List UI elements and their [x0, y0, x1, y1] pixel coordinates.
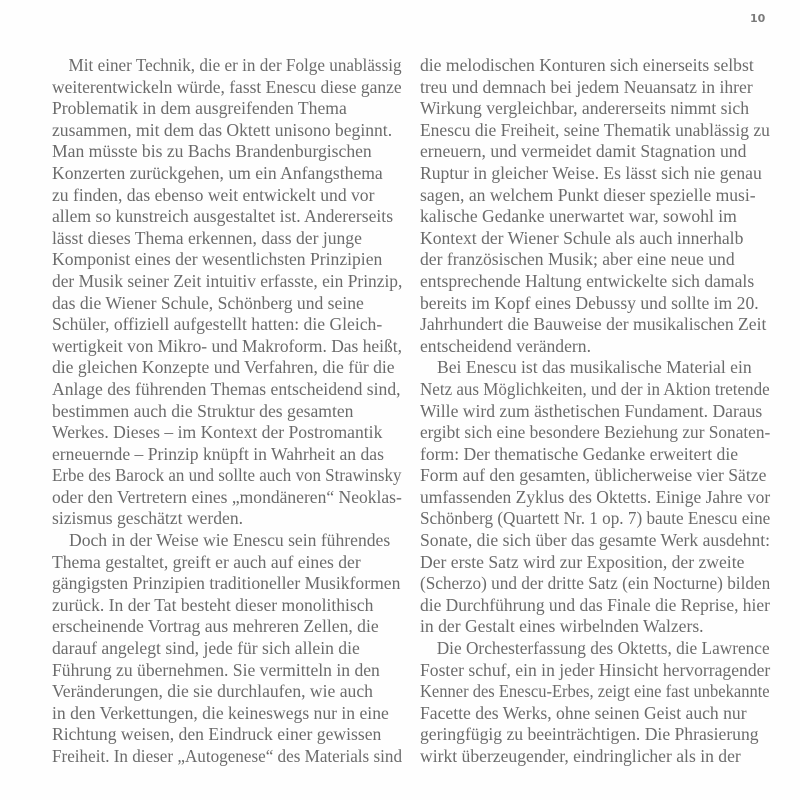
paragraph-first-line: Doch in der Weise wie Enescu sein führendes [69, 530, 391, 551]
text-line: bestimmen auch die Struktur des gesamten [52, 400, 354, 421]
text-line: Kenner des Enescu-Erbes, zeigt eine fast unbekannte [420, 681, 770, 702]
text-line: umfassenden Zyklus des Oktetts. Einige Jahre vor [420, 486, 771, 507]
text-line: Richtung weisen, den Eindruck einer gewissen [52, 724, 382, 745]
text-line: ergibt sich eine besondere Beziehung zur Sonaten- [420, 422, 771, 443]
text-line: zusammen, mit dem das Oktett unisono beginnt. [52, 119, 393, 140]
text-line: erneuern, und vermeidet damit Stagnation und [420, 141, 747, 162]
text-line: darauf angelegt sind, jede für sich allein die [52, 638, 360, 659]
text-line: Werkes. Dieses – im Kontext der Postromantik [52, 422, 383, 443]
text-line: Facette des Werks, ohne seinen Geist auch nur [420, 702, 747, 723]
text-line: das die Wiener Schule, Schönberg und seine [52, 292, 364, 313]
text-line: die melodischen Konturen sich einerseits selbst [420, 55, 754, 75]
text-line: gängigsten Prinzipien traditioneller Musikformen [52, 573, 401, 594]
right-column [420, 55, 770, 768]
text-line: weiterentwickeln würde, fasst Enescu diese ganze [52, 76, 402, 97]
text-line: die gleichen Konzepte und Verfahren, die für die [52, 357, 395, 378]
text-line: lässt dieses Thema erkennen, dass der junge [52, 227, 362, 248]
text-line: Veränderungen, die sie durchlaufen, wie auch [52, 681, 373, 702]
text-line: Problematik in dem ausgreifenden Thema [52, 98, 347, 119]
text-line: Anlage des führenden Themas entscheidend sind, [52, 378, 401, 399]
paragraph-first-line: Bei Enescu ist das musikalische Material ein [437, 357, 752, 378]
text-line: sagen, an welchem Punkt dieser spezielle musi- [420, 184, 756, 205]
text-line: bereits im Kopf eines Debussy und sollte im 20. [420, 292, 759, 313]
text-line: die Durchführung und das Finale die Reprise, hier [420, 594, 770, 615]
text-line: Sonate, die sich über das gesamte Werk ausdehnt: [420, 530, 771, 551]
text-line: kalische Gedanke unerwartet war, sowohl im [420, 206, 737, 227]
text-line: Freiheit. In dieser „Autogenese“ des Materials sind [52, 746, 402, 766]
text-line: Foster schuf, ein in jeder Hinsicht hervorragender [420, 659, 771, 680]
text-line: sizismus geschätzt werden. [52, 508, 244, 529]
text-line: in den Verkettungen, die keineswegs nur in eine [52, 702, 389, 723]
text-line: Der erste Satz wird zur Exposition, der zweite [420, 551, 745, 572]
page-number: 10 [750, 12, 766, 25]
text-line: Erbe des Barock an und sollte auch von Strawinsky [52, 465, 402, 486]
text-line: treu und demnach bei jedem Neuansatz in ihrer [420, 76, 753, 97]
text-line: wertigkeit von Mikro- und Makroform. Das heißt, [52, 335, 402, 356]
text-line: entsprechende Haltung entwickelte sich damals [420, 270, 755, 291]
text-line: Form auf den gesamten, üblicherweise vier Sätze [420, 465, 767, 486]
text-line: geringfügig zu beeinträchtigen. Die Phrasierung [420, 724, 759, 745]
text-line: (Scherzo) und der dritte Satz (ein Nocturne) bilden [420, 573, 771, 594]
text-line: Schönberg (Quartett Nr. 1 op. 7) baute Enescu eine [420, 508, 771, 529]
text-line: form: Der thematische Gedanke erweitert die [420, 443, 739, 464]
paragraph-first-line: Mit einer Technik, die er in der Folge unablässig [68, 55, 402, 75]
text-line: Jahrhundert die Bauweise der musikalischen Zeit [420, 314, 767, 335]
text-line: Enescu die Freiheit, seine Thematik unablässig zu [420, 119, 770, 140]
text-line: Konzerten zurückgehen, um ein Anfangsthema [52, 162, 383, 183]
text-line: oder den Vertretern eines „mondäneren“ Neoklas- [52, 486, 402, 507]
text-line: wirkt überzeugender, eindringlicher als in der [420, 746, 741, 766]
text-line: zu finden, das ebenso weit entwickelt und vor [52, 184, 375, 205]
text-line: Wille wird zum ästhetischen Fundament. Daraus [420, 400, 763, 421]
paragraph-first-line: Die Orchesterfassung des Oktetts, die Lawrence [436, 638, 770, 659]
text-line: Kontext der Wiener Schule als auch innerhalb [420, 227, 744, 248]
text-line: Schüler, offiziell aufgestellt hatten: die Gleich- [52, 314, 383, 335]
text-line: erneuernde – Prinzip knüpft in Wahrheit an das [52, 443, 384, 464]
text-line: zurück. In der Tat besteht dieser monolithisch [52, 594, 374, 615]
text-line: Ruptur in gleicher Weise. Es lässt sich nie genau [420, 162, 762, 183]
text-line: in der Gestalt eines wirbelnden Walzers. [420, 616, 704, 637]
text-line: der französischen Musik; aber eine neue und [420, 249, 735, 270]
text-line: Führung zu übernehmen. Sie vermitteln in den [52, 659, 380, 680]
text-line: Wirkung vergleichbar, andererseits nimmt sich [420, 98, 750, 119]
left-column [52, 55, 402, 768]
text-line: erscheinende Vortrag aus mehreren Zellen, die [52, 616, 379, 637]
text-line: allem so kunstreich ausgestaltet ist. Andererseits [52, 206, 394, 227]
text-line: Netz aus Möglichkeiten, und der in Aktion tretende [420, 378, 770, 399]
text-line: der Musik seiner Zeit intuitiv erfasste, ein Prinzip, [52, 270, 403, 291]
text-line: entscheidend verändern. [420, 335, 591, 356]
text-line: Man müsste bis zu Bachs Brandenburgischen [52, 141, 372, 162]
text-line: Thema gestaltet, greift er auch auf eines der [52, 551, 361, 572]
text-line: Komponist eines der wesentlichsten Prinzipien [52, 249, 383, 270]
